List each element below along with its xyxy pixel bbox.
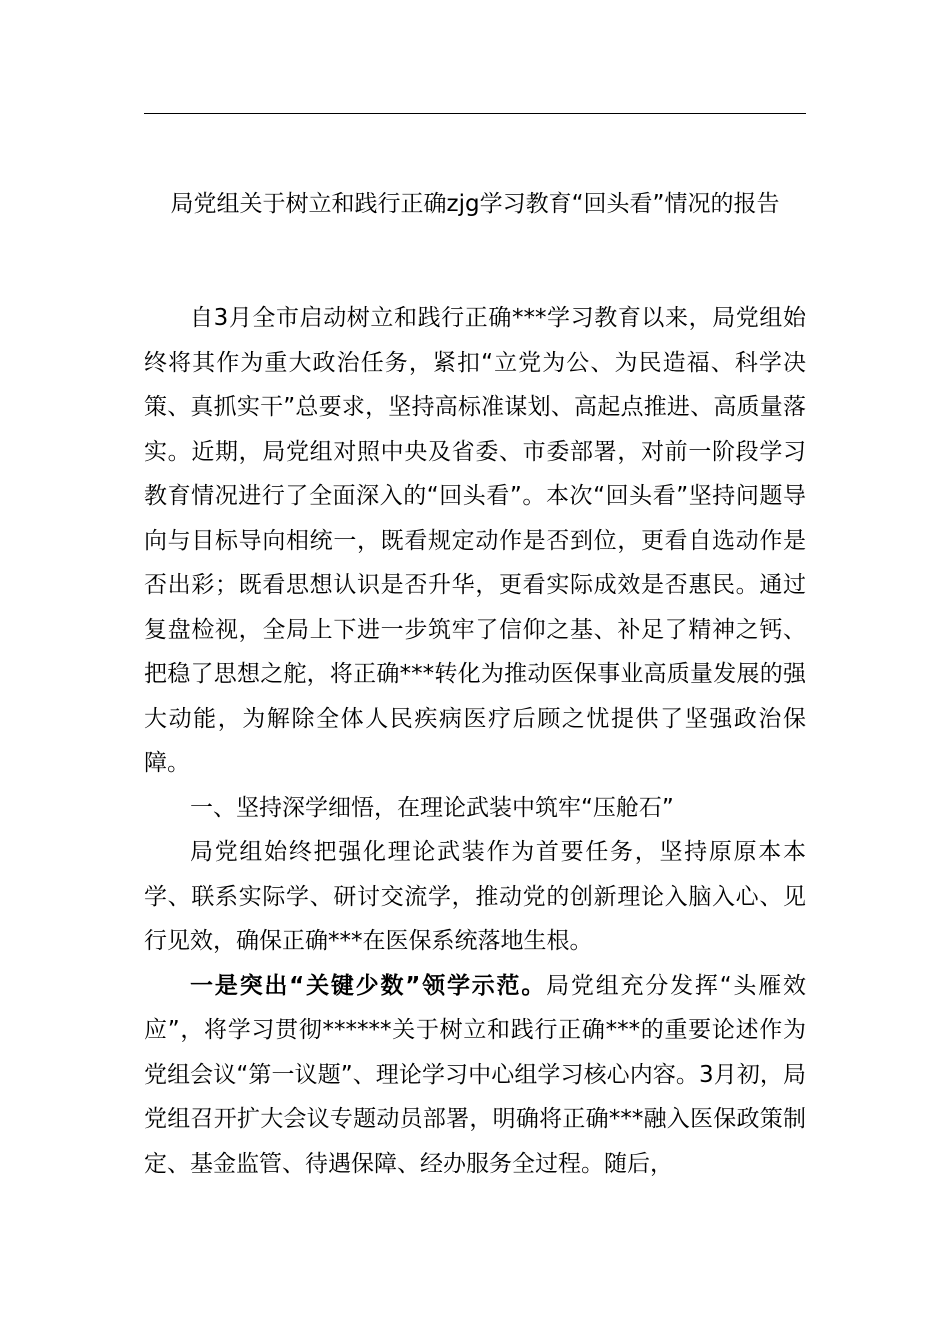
paragraph-text: 局党组充分发挥“头雁效应”，将学习贯彻******关于树立和践行正确***的重要论述作为党组会议“第一议题”、理论学习中心组学习核心内容。3月初，局党组召开扩大会议专题动员部署，明确将正确***融入医保政策制定、基金监管、待遇保障、经办服务全过程。随后， bbox=[144, 972, 806, 1177]
paragraph-intro bbox=[144, 296, 806, 786]
paragraph-point-one bbox=[144, 964, 806, 1187]
section-heading bbox=[144, 786, 806, 831]
paragraph-section-summary bbox=[144, 830, 806, 964]
paragraph-text: 自3月全市启动树立和践行正确***学习教育以来，局党组始终将其作为重大政治任务，紧扣“立党为公、为民造福、科学决策、真抓实干”总要求，坚持高标准谋划、高起点推进、高质量落实。近期，局党组对照中央及省委、市委部署，对前一阶段学习教育情况进行了全面深入的“回头看”。本次“回头看”坚持问题导向与目标导向相统一，既看规定动作是否到位，更看自选动作是否出彩；既看思想认识是否升华，更看实际成效是否惠民。通过复盘检视，全局上下进一步筑牢了信仰之基、补足了精神之钙、把稳了思想之舵，将正确***转化为推动医保事业高质量发展的强大动能，为解除全体人民疾病医疗后顾之忧提供了坚强政治保障。 bbox=[144, 305, 806, 776]
document-body bbox=[144, 296, 806, 1186]
point-lead: 一是突出“关键少数”领学示范。 bbox=[190, 972, 547, 999]
section-heading-text: 一、坚持深学细悟，在理论武装中筑牢“压舱石” bbox=[190, 794, 674, 821]
header-rule bbox=[144, 113, 806, 114]
document-title: 局党组关于树立和践行正确zjg学习教育“回头看”情况的报告 bbox=[170, 191, 780, 217]
paragraph-text: 局党组始终把强化理论武装作为首要任务，坚持原原本本学、联系实际学、研讨交流学，推动党的创新理论入脑入心、见行见效，确保正确***在医保系统落地生根。 bbox=[144, 839, 806, 954]
